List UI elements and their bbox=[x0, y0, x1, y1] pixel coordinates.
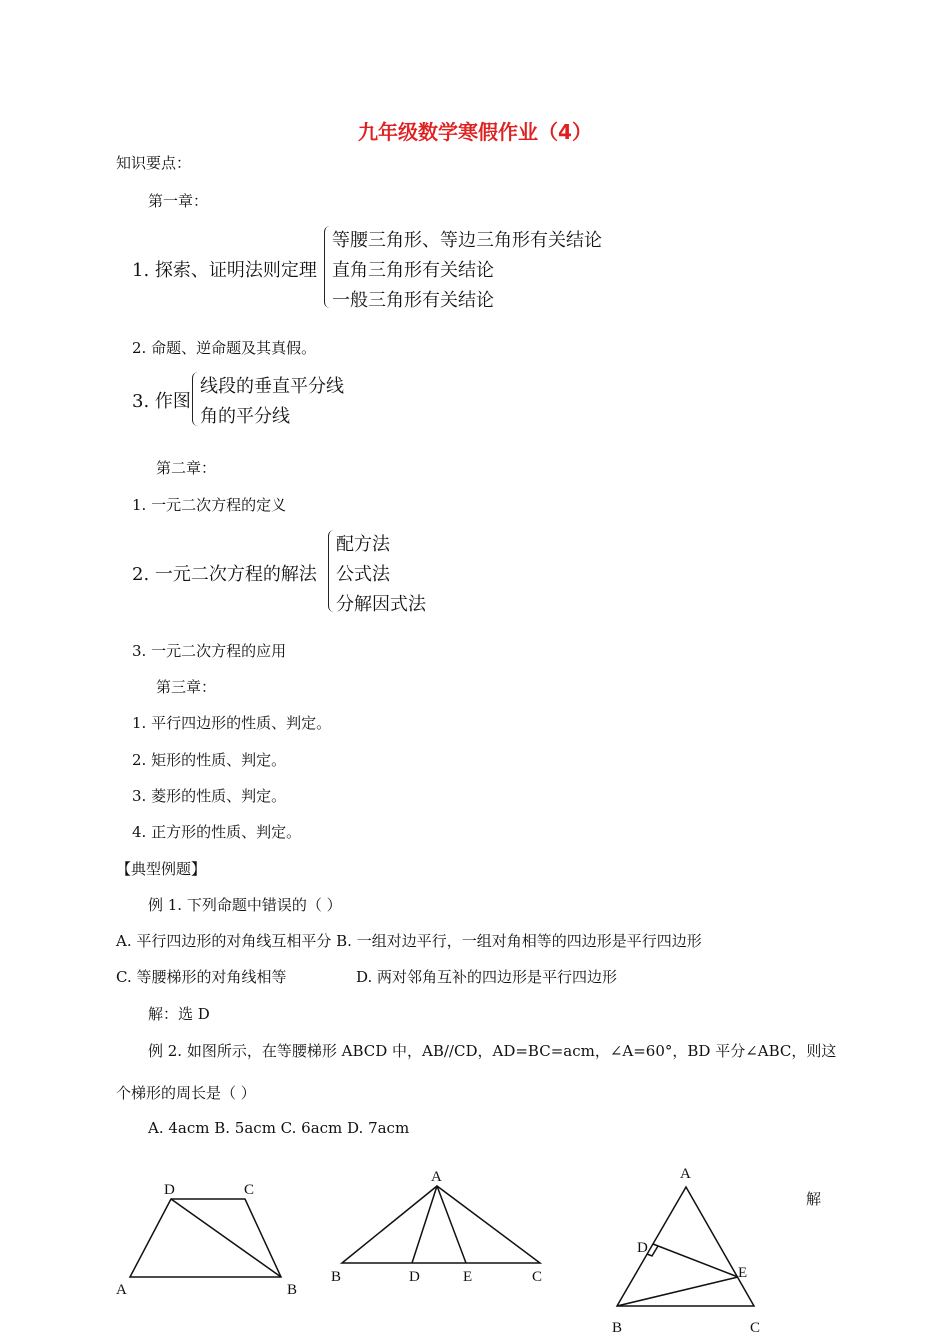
chapter1-item1-branch: 等腰三角形、等边三角形有关结论 bbox=[332, 230, 602, 251]
chapter2-item2-branch: 分解因式法 bbox=[336, 594, 426, 615]
chapter3-item: 3. 菱形的性质、判定。 bbox=[132, 787, 287, 805]
chapter3-item: 2. 矩形的性质、判定。 bbox=[132, 751, 287, 769]
point-label: A bbox=[116, 1282, 127, 1298]
point-label: B bbox=[287, 1282, 298, 1298]
segment-de bbox=[653, 1244, 738, 1277]
point-label: A bbox=[680, 1166, 691, 1182]
example2-question-cont: 个梯形的周长是（ ） bbox=[116, 1084, 256, 1102]
chapter2-heading: 第二章： bbox=[156, 459, 217, 477]
point-label: B bbox=[612, 1320, 623, 1336]
page-title: 九年级数学寒假作业（4） bbox=[358, 120, 592, 144]
segment-ad bbox=[412, 1186, 437, 1263]
chapter1-item3-branch: 线段的垂直平分线 bbox=[200, 376, 344, 397]
example2-question: 例 2. 如图所示，在等腰梯形 ABCD 中，AB//CD，AD=BC=acm，∠A=60°，BD 平分∠ABC，则这 bbox=[148, 1042, 837, 1060]
chapter3-heading: 第三章： bbox=[156, 678, 217, 696]
chapter1-item1-label: 1. 探索、证明法则定理 bbox=[132, 260, 317, 281]
chapter2-item2-label: 2. 一元二次方程的解法 bbox=[132, 564, 317, 585]
chapter1-item1-branch: 直角三角形有关结论 bbox=[332, 260, 494, 281]
example1-question: 例 1. 下列命题中错误的（ ） bbox=[148, 896, 342, 914]
figure-triangle-cevians bbox=[326, 1162, 556, 1290]
figure-trapezoid bbox=[108, 1172, 308, 1302]
point-label: A bbox=[431, 1169, 442, 1185]
chapter2-item1: 1. 一元二次方程的定义 bbox=[132, 496, 287, 514]
point-label: B bbox=[331, 1269, 342, 1285]
example1-options-ab: A. 平行四边形的对角线互相平分 B. 一组对边平行，一组对角相等的四边形是平行四边形 bbox=[116, 932, 702, 950]
chapter2-item2-branch: 公式法 bbox=[336, 564, 390, 585]
chapter1-heading: 第一章： bbox=[148, 192, 209, 210]
chapter2-item2-branch: 配方法 bbox=[336, 534, 390, 555]
chapter3-item: 1. 平行四边形的性质、判定。 bbox=[132, 714, 332, 732]
examples-heading: 【典型例题】 bbox=[116, 860, 207, 878]
knowledge-heading: 知识要点： bbox=[116, 154, 192, 172]
point-label: C bbox=[750, 1320, 761, 1336]
trapezoid-shape bbox=[130, 1199, 281, 1277]
point-label: E bbox=[738, 1265, 748, 1281]
diagonal-bd bbox=[171, 1199, 281, 1277]
example1-option-d: D. 两对邻角互补的四边形是平行四边形 bbox=[356, 968, 618, 986]
segment-be bbox=[617, 1277, 738, 1306]
point-label: D bbox=[637, 1240, 648, 1256]
example1-answer: 解：选 D bbox=[148, 1005, 210, 1023]
point-label: D bbox=[409, 1269, 420, 1285]
example2-options: A. 4acm B. 5acm C. 6acm D. 7acm bbox=[148, 1119, 410, 1137]
point-label: D bbox=[164, 1182, 175, 1198]
chapter2-item3: 3. 一元二次方程的应用 bbox=[132, 642, 287, 660]
chapter1-item1-branch: 一般三角形有关结论 bbox=[332, 290, 494, 311]
chapter3-item: 4. 正方形的性质、判定。 bbox=[132, 823, 302, 841]
point-label: E bbox=[463, 1269, 473, 1285]
chapter1-item2: 2. 命题、逆命题及其真假。 bbox=[132, 339, 317, 357]
chapter1-item3-branch: 角的平分线 bbox=[200, 406, 290, 427]
solution-label: 解 bbox=[806, 1190, 822, 1208]
point-label: C bbox=[532, 1269, 543, 1285]
chapter1-item3-label: 3. 作图 bbox=[132, 391, 191, 412]
point-label: C bbox=[244, 1182, 255, 1198]
figure-triangle-perpendicular bbox=[604, 1160, 780, 1344]
example1-option-c: C. 等腰梯形的对角线相等 bbox=[116, 968, 287, 986]
